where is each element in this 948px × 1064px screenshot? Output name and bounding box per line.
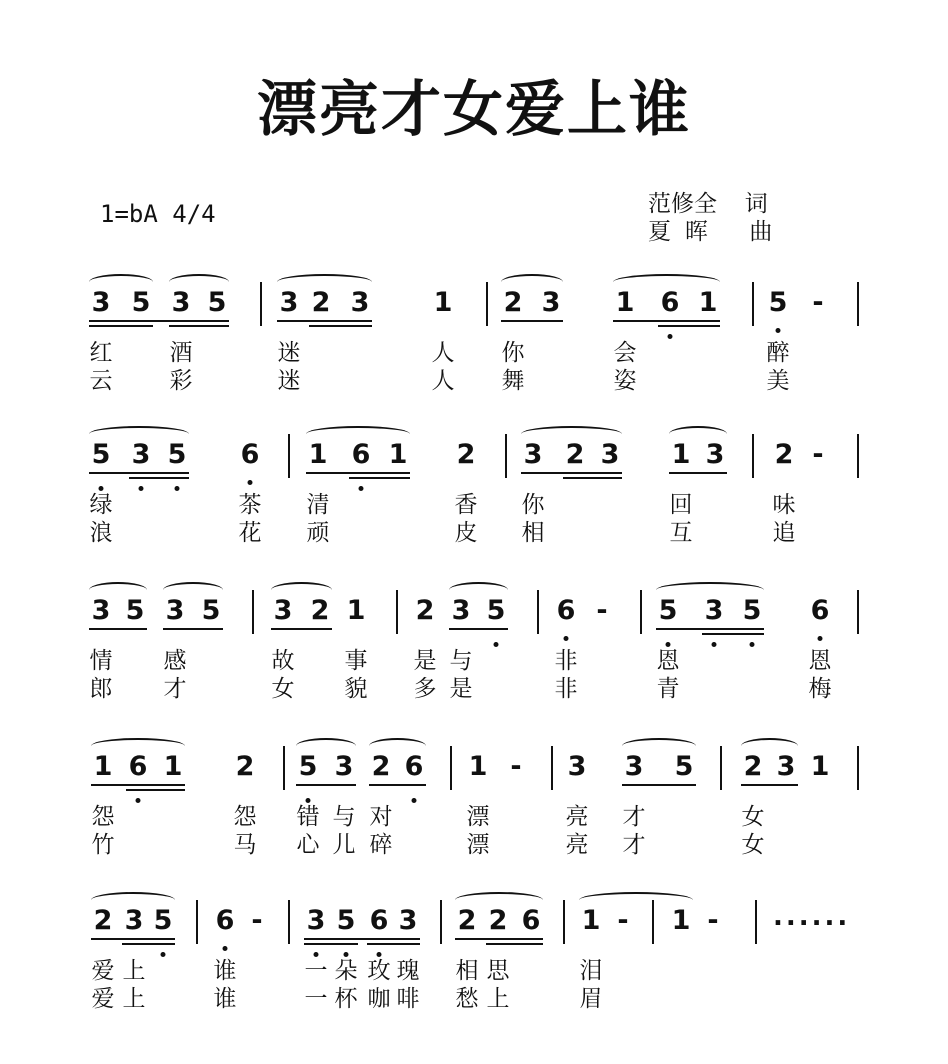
end-ellipsis: ...... [773, 902, 851, 932]
beam-line [741, 784, 798, 786]
beam-line [169, 325, 229, 327]
octave-dot [223, 946, 228, 951]
lyric-verse-2: 相 [521, 520, 545, 546]
octave-dot [564, 636, 569, 641]
lyric-verse-1: 你 [501, 340, 525, 366]
lyric-verse-2: 浪 [89, 520, 113, 546]
beam-line [501, 320, 563, 322]
beam-line [277, 320, 372, 322]
barline [283, 746, 285, 790]
octave-dot [314, 952, 319, 957]
slur-arc [449, 582, 508, 598]
credits [648, 190, 772, 246]
note: 5 [298, 751, 318, 782]
octave-dot [161, 952, 166, 957]
lyric-verse-2: 爱 [91, 986, 115, 1012]
beam-line [613, 320, 720, 322]
barline [486, 282, 488, 326]
note: 5 [336, 905, 356, 936]
note: 1 [671, 905, 691, 936]
lyric-verse-2: 漂 [466, 832, 490, 858]
note: 3 [91, 287, 111, 318]
lyric-verse-1: 味 [772, 492, 796, 518]
note: 2 [503, 287, 523, 318]
lyric-verse-2: 眉 [579, 986, 603, 1012]
note: 2 [93, 905, 113, 936]
barline [196, 900, 198, 944]
note: 1 [308, 439, 328, 470]
note: 6 [240, 439, 260, 470]
lyric-verse-1: 思 [486, 958, 510, 984]
beam-line [304, 943, 358, 945]
octave-dot [139, 486, 144, 491]
octave-dot [494, 642, 499, 647]
slur-arc [656, 582, 764, 598]
note: 5 [207, 287, 227, 318]
score-system [0, 744, 948, 894]
lyric-verse-2: 咖 [367, 986, 391, 1012]
octave-dot [306, 798, 311, 803]
lyric-verse-1: 错 [296, 804, 320, 830]
note: 2 [488, 905, 508, 936]
lyric-verse-2: 谁 [213, 986, 237, 1012]
lyric-verse-1: 漂 [466, 804, 490, 830]
lyric-verse-1: 迷 [277, 340, 301, 366]
note: 1 [346, 595, 366, 626]
beam-line [369, 784, 426, 786]
lyric-verse-1: 谁 [213, 958, 237, 984]
lyric-verse-1: 与 [332, 804, 356, 830]
lyric-verse-1: 相 [455, 958, 479, 984]
note: 3 [124, 905, 144, 936]
barline [720, 746, 722, 790]
lyric-verse-1: 酒 [169, 340, 193, 366]
beam-line [163, 628, 223, 630]
lyric-verse-2: 青 [656, 676, 680, 702]
octave-dot [377, 952, 382, 957]
beam-line [486, 943, 543, 945]
lyric-verse-2: 是 [449, 676, 473, 702]
octave-dot [175, 486, 180, 491]
octave-dot [99, 486, 104, 491]
note: 3 [171, 287, 191, 318]
lyric-verse-1: 对 [369, 804, 393, 830]
lyric-verse-2: 云 [89, 368, 113, 394]
lyric-verse-1: 瑰 [396, 958, 420, 984]
lyric-verse-2: 美 [766, 368, 790, 394]
note: 3 [165, 595, 185, 626]
octave-dot [359, 486, 364, 491]
note: 6 [128, 751, 148, 782]
lyric-verse-1: 情 [89, 648, 113, 674]
note: 3 [131, 439, 151, 470]
score-system [0, 280, 948, 430]
lyric-verse-2: 互 [669, 520, 693, 546]
note: 2 [310, 595, 330, 626]
barline [551, 746, 553, 790]
note: 2 [371, 751, 391, 782]
sustain-dash: - [707, 905, 719, 936]
score-system [0, 588, 948, 738]
beam-line [91, 784, 185, 786]
beam-line [349, 477, 410, 479]
lyric-verse-2: 马 [233, 832, 257, 858]
note: 6 [351, 439, 371, 470]
beam-line [309, 325, 372, 327]
barline [640, 590, 642, 634]
barline [288, 434, 290, 478]
lyric-verse-2: 梅 [808, 676, 832, 702]
slur-arc [91, 738, 185, 754]
lyric-verse-2: 心 [296, 832, 320, 858]
sustain-dash: - [251, 905, 263, 936]
note: 5 [768, 287, 788, 318]
lyric-verse-1: 回 [669, 492, 693, 518]
note: 1 [671, 439, 691, 470]
beam-line [89, 628, 147, 630]
lyric-verse-2: 女 [271, 676, 295, 702]
lyric-verse-1: 绿 [89, 492, 113, 518]
barline [752, 282, 754, 326]
note: 6 [369, 905, 389, 936]
lyric-verse-1: 爱 [91, 958, 115, 984]
note: 1 [163, 751, 183, 782]
lyric-verse-1: 故 [271, 648, 295, 674]
octave-dot [750, 642, 755, 647]
note: 5 [167, 439, 187, 470]
octave-dot [248, 480, 253, 485]
note: 2 [565, 439, 585, 470]
lyric-verse-2: 啡 [396, 986, 420, 1012]
slur-arc [669, 426, 727, 442]
note: 2 [774, 439, 794, 470]
barline [440, 900, 442, 944]
octave-dot [344, 952, 349, 957]
note: 3 [600, 439, 620, 470]
song-title: 漂亮才女爱上谁 [257, 75, 691, 145]
slur-arc [369, 738, 426, 754]
note: 1 [93, 751, 113, 782]
slur-arc [89, 426, 189, 442]
note: 3 [273, 595, 293, 626]
note: 6 [521, 905, 541, 936]
beam-line [91, 938, 175, 940]
beam-line [367, 943, 420, 945]
slur-arc [455, 892, 543, 908]
lyric-verse-2: 姿 [613, 368, 637, 394]
note: 6 [556, 595, 576, 626]
lyric-verse-2: 才 [622, 832, 646, 858]
beam-line [656, 628, 764, 630]
note: 3 [541, 287, 561, 318]
note: 2 [456, 439, 476, 470]
note: 3 [705, 439, 725, 470]
note: 1 [388, 439, 408, 470]
lyric-verse-2: 女 [741, 832, 765, 858]
beam-line [449, 628, 508, 630]
note: 6 [215, 905, 235, 936]
lyric-verse-2: 人 [431, 368, 455, 394]
lyric-verse-1: 红 [89, 340, 113, 366]
lyric-verse-1: 女 [741, 804, 765, 830]
note: 5 [658, 595, 678, 626]
slur-arc [579, 892, 693, 908]
barline [260, 282, 262, 326]
slur-arc [169, 274, 229, 290]
note: 1 [698, 287, 718, 318]
octave-dot [712, 642, 717, 647]
lyric-verse-2: 多 [413, 676, 437, 702]
lyric-verse-2: 花 [238, 520, 262, 546]
beam-line [271, 628, 332, 630]
score-system [0, 898, 948, 1048]
composer-credit: 夏 晖 曲 [648, 219, 773, 245]
lyric-verse-2: 非 [554, 676, 578, 702]
sustain-dash: - [812, 439, 824, 470]
note: 3 [334, 751, 354, 782]
note: 3 [91, 595, 111, 626]
octave-dot [666, 642, 671, 647]
slur-arc [271, 582, 332, 598]
score-system [0, 432, 948, 582]
lyric-verse-1: 与 [449, 648, 473, 674]
barline [537, 590, 539, 634]
note: 5 [125, 595, 145, 626]
slur-arc [306, 426, 410, 442]
slur-arc [89, 274, 153, 290]
beam-line [89, 472, 189, 474]
beam-line [296, 784, 356, 786]
lyric-verse-2: 上 [486, 986, 510, 1012]
beam-line [306, 472, 410, 474]
slur-arc [521, 426, 622, 442]
beam-line [622, 784, 696, 786]
lyric-verse-1: 香 [454, 492, 478, 518]
slur-arc [613, 274, 720, 290]
barline [752, 434, 754, 478]
barline [563, 900, 565, 944]
lyric-verse-1: 清 [306, 492, 330, 518]
lyric-verse-1: 人 [431, 340, 455, 366]
note: 3 [279, 287, 299, 318]
sustain-dash: - [596, 595, 608, 626]
note: 5 [91, 439, 111, 470]
lyric-verse-2: 上 [122, 986, 146, 1012]
note: 3 [451, 595, 471, 626]
note: 5 [486, 595, 506, 626]
barline [252, 590, 254, 634]
slur-arc [163, 582, 223, 598]
beam-line [669, 472, 727, 474]
barline [396, 590, 398, 634]
beam-line [521, 472, 622, 474]
barline [857, 746, 859, 790]
note: 5 [153, 905, 173, 936]
note: 2 [311, 287, 331, 318]
lyricist-credit: 范修全 词 [648, 191, 768, 217]
lyric-verse-2: 碎 [369, 832, 393, 858]
note: 3 [306, 905, 326, 936]
beam-line [455, 938, 543, 940]
lyric-verse-2: 杯 [334, 986, 358, 1012]
note: 6 [810, 595, 830, 626]
lyric-verse-2: 一 [304, 986, 328, 1012]
lyric-verse-1: 恩 [808, 648, 832, 674]
lyric-verse-2: 郎 [89, 676, 113, 702]
lyric-verse-1: 才 [622, 804, 646, 830]
note: 1 [581, 905, 601, 936]
lyric-verse-1: 是 [413, 648, 437, 674]
beam-line [702, 633, 764, 635]
lyric-verse-2: 愁 [455, 986, 479, 1012]
lyric-verse-2: 彩 [169, 368, 193, 394]
lyric-verse-1: 你 [521, 492, 545, 518]
octave-dot [818, 636, 823, 641]
note: 5 [674, 751, 694, 782]
slur-arc [91, 892, 175, 908]
slur-arc [741, 738, 798, 754]
beam-line [89, 325, 153, 327]
barline [450, 746, 452, 790]
lyric-verse-1: 一 [304, 958, 328, 984]
beam-line [129, 477, 189, 479]
lyric-verse-1: 玫 [367, 958, 391, 984]
lyric-verse-1: 怨 [233, 804, 257, 830]
note: 2 [743, 751, 763, 782]
beam-line [563, 477, 622, 479]
lyric-verse-2: 儿 [332, 832, 356, 858]
octave-dot [776, 328, 781, 333]
lyric-verse-2: 顽 [306, 520, 330, 546]
lyric-verse-2: 迷 [277, 368, 301, 394]
note: 3 [523, 439, 543, 470]
note: 5 [201, 595, 221, 626]
note: 3 [704, 595, 724, 626]
slur-arc [622, 738, 696, 754]
lyric-verse-2: 才 [163, 676, 187, 702]
note: 6 [660, 287, 680, 318]
note: 1 [433, 287, 453, 318]
note: 2 [457, 905, 477, 936]
barline [857, 590, 859, 634]
note: 1 [468, 751, 488, 782]
lyric-verse-1: 非 [554, 648, 578, 674]
sustain-dash: - [510, 751, 522, 782]
barline [505, 434, 507, 478]
beam-line [89, 320, 229, 322]
barline [857, 282, 859, 326]
lyric-verse-2: 皮 [454, 520, 478, 546]
lyric-verse-1: 恩 [656, 648, 680, 674]
lyric-verse-1: 事 [344, 648, 368, 674]
lyric-verse-1: 上 [122, 958, 146, 984]
lyric-verse-2: 亮 [565, 832, 589, 858]
note: 1 [615, 287, 635, 318]
note: 5 [742, 595, 762, 626]
barline [652, 900, 654, 944]
lyric-verse-1: 感 [163, 648, 187, 674]
lyric-verse-1: 会 [613, 340, 637, 366]
beam-line [122, 943, 175, 945]
barline [755, 900, 757, 944]
barline [857, 434, 859, 478]
lyric-verse-1: 泪 [579, 958, 603, 984]
slur-arc [277, 274, 372, 290]
lyric-verse-2: 舞 [501, 368, 525, 394]
beam-line [126, 789, 185, 791]
barline [288, 900, 290, 944]
sustain-dash: - [617, 905, 629, 936]
octave-dot [136, 798, 141, 803]
sustain-dash: - [812, 287, 824, 318]
slur-arc [296, 738, 356, 754]
key-signature: 1=bA 4/4 [100, 200, 216, 228]
octave-dot [412, 798, 417, 803]
slur-arc [89, 582, 147, 598]
note: 2 [235, 751, 255, 782]
beam-line [658, 325, 720, 327]
note: 3 [776, 751, 796, 782]
lyric-verse-2: 貌 [344, 676, 368, 702]
lyric-verse-1: 醉 [766, 340, 790, 366]
note: 3 [398, 905, 418, 936]
note: 3 [624, 751, 644, 782]
lyric-verse-2: 竹 [91, 832, 115, 858]
octave-dot [668, 334, 673, 339]
note: 5 [131, 287, 151, 318]
beam-line [304, 938, 420, 940]
lyric-verse-1: 朵 [334, 958, 358, 984]
note: 1 [810, 751, 830, 782]
note: 3 [350, 287, 370, 318]
lyric-verse-1: 亮 [565, 804, 589, 830]
lyric-verse-2: 追 [772, 520, 796, 546]
slur-arc [501, 274, 563, 290]
note: 3 [567, 751, 587, 782]
lyric-verse-1: 茶 [238, 492, 262, 518]
note: 6 [404, 751, 424, 782]
lyric-verse-1: 怨 [91, 804, 115, 830]
note: 2 [415, 595, 435, 626]
